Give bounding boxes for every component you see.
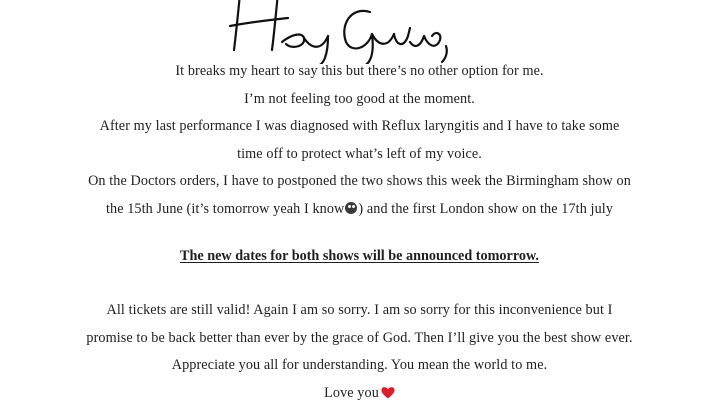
message-paragraph-3 [0,297,719,407]
message-line: I’m not feeling too good at the moment. [244,90,475,107]
message-line-with-emoji [0,196,719,224]
message-line: It breaks my heart to say this but there’s no other option for me. [175,63,544,79]
sign-off [0,380,719,408]
red-heart-icon [381,386,395,399]
sign-off-text: Love you [324,384,379,401]
message-line: All tickets are still valid! Again I am so sorry. I am so sorry for this inconvenience but I [106,302,613,318]
message-line: time off to protect what’s left of my voice. [237,145,482,162]
script-heading-hey-guys [200,0,500,64]
message-text-after-emoji: ) and the first London show on the 17th july [358,200,614,217]
message-line: On the Doctors orders, I have to postponed the two shows this week the Birmingham show on [88,173,631,189]
message-text-before-emoji: the 15th June (it’s tomorrow yeah I know [105,200,345,217]
message-line: Appreciate you all for understanding. You mean the world to me. [171,357,548,373]
message-line: After my last performance I was diagnosed with Reflux laryngitis and I have to take some [99,118,620,134]
crying-face-icon [345,202,357,214]
message-paragraph-1 [0,58,719,223]
new-dates-notice: The new dates for both shows will be announced tomorrow. [180,248,539,264]
message-line: promise to be back better than ever by the grace of God. Then I’ll give you the best show ever. [86,329,633,346]
